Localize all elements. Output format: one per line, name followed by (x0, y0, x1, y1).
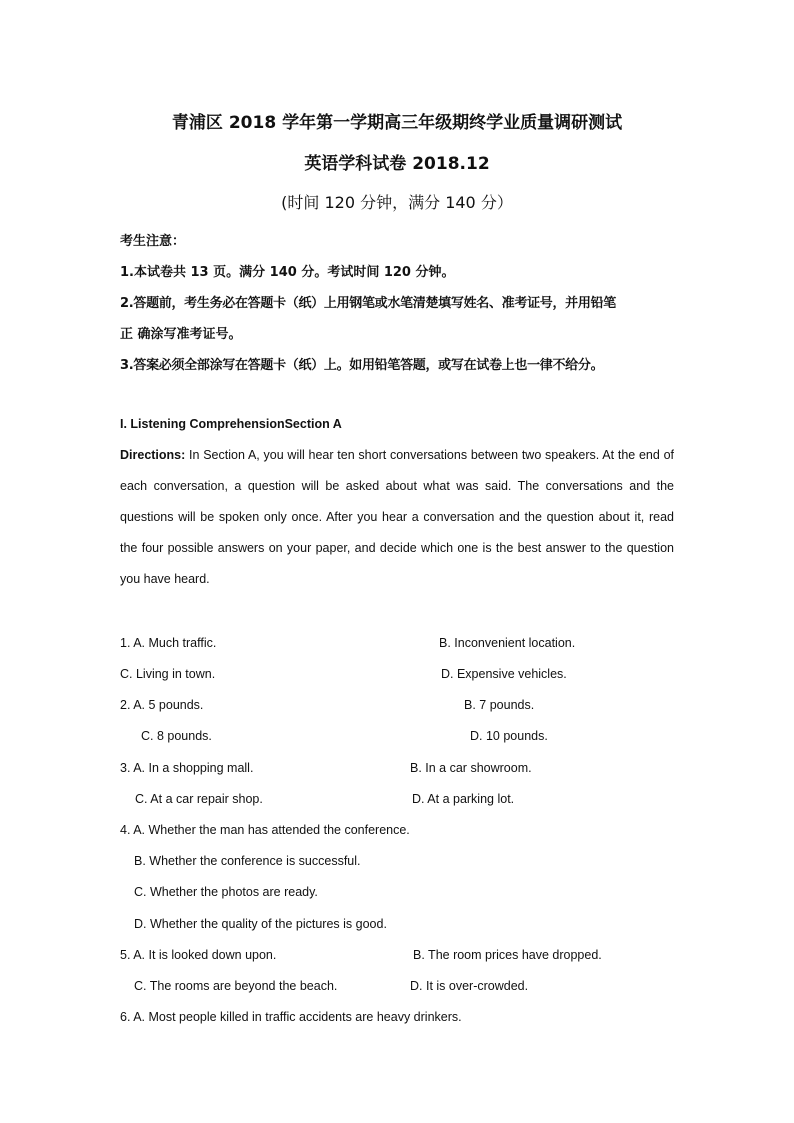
directions-paragraph (120, 440, 674, 595)
q6-option-a: 6. A. Most people killed in traffic accidents are heavy drinkers. (120, 1010, 462, 1024)
q4-option-d: D. Whether the quality of the pictures is good. (134, 917, 387, 931)
q2-option-b: B. 7 pounds. (464, 698, 535, 712)
q5-option-a: 5. A. It is looked down upon. (120, 948, 277, 962)
notice-item-2-line-1: 2.答题前，考生务必在答题卡（纸）上用钢笔或水笔清楚填写姓名、准考证号，并用铅笔 (120, 296, 616, 311)
q4-option-c: C. Whether the photos are ready. (134, 885, 318, 899)
q2-option-d: D. 10 pounds. (470, 729, 548, 743)
q2-option-a: 2. A. 5 pounds. (120, 698, 204, 712)
notice-item-1: 1.本试卷共 13 页。满分 140 分。考试时间 120 分钟。 (120, 265, 455, 280)
q1-option-c: C. Living in town. (120, 667, 216, 681)
page-title: 青浦区 2018 学年第一学期高三年级期终学业质量调研测试 (171, 113, 623, 133)
q3-option-a: 3. A. In a shopping mall. (120, 761, 254, 775)
q5-option-b: B. The room prices have dropped. (413, 948, 602, 962)
q5-option-c: C. The rooms are beyond the beach. (134, 979, 338, 993)
notice-heading: 考生注意： (120, 234, 186, 249)
q4-option-a: 4. A. Whether the man has attended the conference. (120, 823, 410, 837)
time-note: (时间 120 分钟，满分 140 分） (281, 193, 513, 212)
page-subtitle: 英语学科试卷 2018.12 (304, 154, 490, 174)
q1-option-b: B. Inconvenient location. (439, 636, 576, 650)
notice-item-2-line-2: 正 确涂写准考证号。 (120, 327, 242, 342)
section-heading: I. Listening ComprehensionSection A (120, 417, 342, 431)
notice-item-3: 3.答案必须全部涂写在答题卡（纸）上。如用铅笔答题，或写在试卷上也一律不给分。 (120, 358, 604, 373)
q3-option-c: C. At a car repair shop. (135, 792, 263, 806)
q2-option-c: C. 8 pounds. (141, 729, 212, 743)
directions-text: In Section A, you will hear ten short conversations between two speakers. At the end of each conversation, a question will be asked about what was said. The conversations and the questions will be spoken only once. After you hear a conversation and the question about it, read the four possible answers on your paper, and decide which one is the best answer to the question you have heard. (120, 448, 674, 586)
directions-label: Directions: (120, 448, 186, 462)
q4-option-b: B. Whether the conference is successful. (134, 854, 361, 868)
q1-option-a: 1. A. Much traffic. (120, 636, 217, 650)
q3-option-b: B. In a car showroom. (410, 761, 532, 775)
q5-option-d: D. It is over-crowded. (410, 979, 529, 993)
q1-option-d: D. Expensive vehicles. (441, 667, 567, 681)
q3-option-d: D. At a parking lot. (412, 792, 515, 806)
